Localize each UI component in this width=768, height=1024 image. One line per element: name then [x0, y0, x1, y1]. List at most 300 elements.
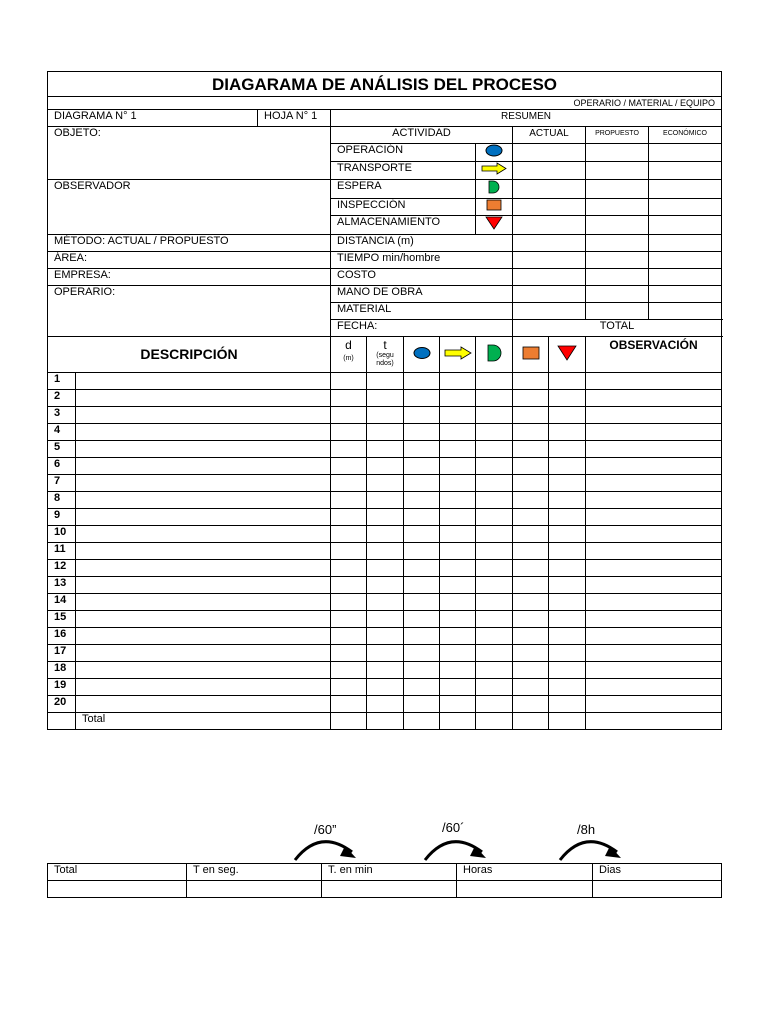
- step-cell[interactable]: [513, 407, 549, 424]
- table-row: [48, 543, 722, 560]
- observation-cell[interactable]: [586, 526, 722, 543]
- step-cell[interactable]: [367, 441, 404, 458]
- observation-cell[interactable]: [586, 424, 722, 441]
- summary-cell[interactable]: [586, 162, 649, 180]
- summary-cell[interactable]: [513, 303, 586, 320]
- table-row: [48, 441, 722, 458]
- observation-cell[interactable]: [586, 390, 722, 407]
- summary-cell[interactable]: [586, 269, 649, 286]
- observation-cell[interactable]: [586, 407, 722, 424]
- observation-cell[interactable]: [586, 662, 722, 679]
- step-cell[interactable]: [367, 696, 404, 713]
- operation-circle-icon: [476, 144, 513, 162]
- step-cell[interactable]: [440, 577, 476, 594]
- step-cell[interactable]: [476, 560, 513, 577]
- step-cell[interactable]: [476, 696, 513, 713]
- conversion-input-cell[interactable]: [322, 881, 457, 898]
- step-cell[interactable]: [404, 475, 440, 492]
- step-cell[interactable]: [440, 424, 476, 441]
- step-cell[interactable]: [476, 424, 513, 441]
- summary-cell[interactable]: [586, 180, 649, 199]
- step-cell[interactable]: [549, 662, 586, 679]
- distance-symbol: d: [345, 338, 352, 352]
- summary-cell[interactable]: [513, 199, 586, 216]
- step-cell[interactable]: [513, 441, 549, 458]
- total-cell[interactable]: [367, 713, 404, 730]
- table-row: [48, 611, 722, 628]
- step-cell[interactable]: [367, 458, 404, 475]
- summary-cell[interactable]: [649, 216, 722, 235]
- step-cell[interactable]: [476, 373, 513, 390]
- row-number: 4: [48, 424, 76, 441]
- summary-cell[interactable]: [513, 216, 586, 235]
- step-cell[interactable]: [440, 373, 476, 390]
- description-cell[interactable]: [76, 390, 331, 407]
- observador-field[interactable]: OBSERVADOR: [48, 180, 331, 235]
- step-cell[interactable]: [476, 645, 513, 662]
- step-cell[interactable]: [331, 679, 367, 696]
- step-cell[interactable]: [331, 441, 367, 458]
- step-cell[interactable]: [331, 543, 367, 560]
- description-cell[interactable]: [76, 662, 331, 679]
- summary-cell[interactable]: [586, 252, 649, 269]
- step-cell[interactable]: [513, 645, 549, 662]
- summary-cell[interactable]: [649, 269, 722, 286]
- step-cell[interactable]: [476, 458, 513, 475]
- step-cell[interactable]: [404, 390, 440, 407]
- step-cell[interactable]: [404, 560, 440, 577]
- step-cell[interactable]: [440, 475, 476, 492]
- step-cell[interactable]: [549, 526, 586, 543]
- step-cell[interactable]: [331, 577, 367, 594]
- step-cell[interactable]: [331, 458, 367, 475]
- summary-label-espera: ESPERA: [331, 180, 476, 199]
- step-cell[interactable]: [367, 560, 404, 577]
- row-number: 20: [48, 696, 76, 713]
- table-row: [48, 594, 722, 611]
- summary-label-mano-obra: MANO DE OBRA: [331, 286, 513, 303]
- row-number: 2: [48, 390, 76, 407]
- step-cell[interactable]: [331, 594, 367, 611]
- step-cell[interactable]: [549, 577, 586, 594]
- step-cell[interactable]: [367, 645, 404, 662]
- observation-cell[interactable]: [586, 611, 722, 628]
- observation-cell[interactable]: [586, 577, 722, 594]
- operario-field[interactable]: OPERARIO:: [48, 286, 331, 337]
- step-cell[interactable]: [404, 424, 440, 441]
- summary-cell[interactable]: [649, 144, 722, 162]
- step-cell[interactable]: [549, 492, 586, 509]
- step-cell[interactable]: [513, 475, 549, 492]
- step-cell[interactable]: [513, 543, 549, 560]
- step-cell[interactable]: [367, 407, 404, 424]
- form-subtitle: OPERARIO / MATERIAL / EQUIPO: [48, 97, 722, 110]
- step-cell[interactable]: [476, 594, 513, 611]
- area-field[interactable]: ÁREA:: [48, 252, 331, 269]
- description-cell[interactable]: [76, 679, 331, 696]
- conversion-arrow-icon: [420, 834, 490, 864]
- metodo-field[interactable]: MÉTODO: ACTUAL / PROPUESTO: [48, 235, 331, 252]
- step-cell[interactable]: [476, 407, 513, 424]
- step-cell[interactable]: [513, 560, 549, 577]
- step-cell[interactable]: [440, 509, 476, 526]
- summary-cell[interactable]: [649, 252, 722, 269]
- empresa-field[interactable]: EMPRESA:: [48, 269, 331, 286]
- total-label: Total: [76, 713, 331, 730]
- total-cell[interactable]: [331, 713, 367, 730]
- resumen-label: RESUMEN: [331, 110, 722, 127]
- time-unit-1: (segu: [376, 352, 394, 359]
- table-row: [48, 407, 722, 424]
- total-cell[interactable]: [549, 713, 586, 730]
- table-row: [48, 492, 722, 509]
- step-cell[interactable]: [549, 441, 586, 458]
- total-cell[interactable]: [586, 713, 722, 730]
- step-cell[interactable]: [549, 373, 586, 390]
- storage-triangle-icon: [549, 337, 586, 373]
- step-cell[interactable]: [513, 662, 549, 679]
- table-row: [48, 424, 722, 441]
- description-cell[interactable]: [76, 475, 331, 492]
- step-cell[interactable]: [331, 662, 367, 679]
- description-cell[interactable]: [76, 560, 331, 577]
- step-cell[interactable]: [513, 594, 549, 611]
- step-cell[interactable]: [440, 594, 476, 611]
- step-cell[interactable]: [549, 645, 586, 662]
- table-row: [48, 679, 722, 696]
- summary-cell[interactable]: [586, 235, 649, 252]
- step-cell[interactable]: [367, 628, 404, 645]
- row-number: 11: [48, 543, 76, 560]
- description-cell[interactable]: [76, 594, 331, 611]
- transport-arrow-icon: [476, 162, 513, 180]
- summary-cell[interactable]: [513, 162, 586, 180]
- description-cell[interactable]: [76, 577, 331, 594]
- description-cell[interactable]: [76, 526, 331, 543]
- observacion-header: OBSERVACIÓN: [586, 337, 722, 373]
- summary-label-costo: COSTO: [331, 269, 513, 286]
- description-cell[interactable]: [76, 373, 331, 390]
- step-cell[interactable]: [513, 526, 549, 543]
- step-cell[interactable]: [549, 424, 586, 441]
- step-cell[interactable]: [331, 628, 367, 645]
- total-number-cell: [48, 713, 76, 730]
- summary-cell[interactable]: [513, 252, 586, 269]
- summary-cell[interactable]: [649, 303, 722, 320]
- col-total: Total: [48, 864, 187, 881]
- summary-cell[interactable]: [586, 144, 649, 162]
- step-cell[interactable]: [331, 424, 367, 441]
- conversion-input-cell[interactable]: [187, 881, 322, 898]
- summary-cell[interactable]: [513, 144, 586, 162]
- row-number: 17: [48, 645, 76, 662]
- step-cell[interactable]: [476, 526, 513, 543]
- step-cell[interactable]: [549, 594, 586, 611]
- step-cell[interactable]: [404, 509, 440, 526]
- step-cell[interactable]: [476, 628, 513, 645]
- step-cell[interactable]: [404, 373, 440, 390]
- conversion-arrow-icon: [290, 834, 360, 864]
- storage-triangle-icon: [476, 216, 513, 235]
- step-cell[interactable]: [476, 543, 513, 560]
- summary-cell[interactable]: [513, 180, 586, 199]
- step-cell[interactable]: [404, 458, 440, 475]
- distance-header: [331, 337, 367, 373]
- step-cell[interactable]: [513, 492, 549, 509]
- step-cell[interactable]: [367, 424, 404, 441]
- summary-label-material: MATERIAL: [331, 303, 513, 320]
- table-row: [48, 373, 722, 390]
- description-cell[interactable]: [76, 645, 331, 662]
- total-cell[interactable]: [440, 713, 476, 730]
- summary-cell[interactable]: [586, 216, 649, 235]
- table-row: [48, 628, 722, 645]
- step-cell[interactable]: [549, 543, 586, 560]
- description-cell[interactable]: [76, 543, 331, 560]
- step-cell[interactable]: [476, 475, 513, 492]
- step-cell[interactable]: [513, 424, 549, 441]
- step-cell[interactable]: [331, 509, 367, 526]
- observation-cell[interactable]: [586, 645, 722, 662]
- step-cell[interactable]: [404, 526, 440, 543]
- step-cell[interactable]: [404, 594, 440, 611]
- operation-circle-icon: [404, 337, 440, 373]
- step-cell[interactable]: [367, 594, 404, 611]
- step-cell[interactable]: [331, 492, 367, 509]
- description-cell[interactable]: [76, 441, 331, 458]
- step-cell[interactable]: [549, 407, 586, 424]
- description-cell[interactable]: [76, 509, 331, 526]
- step-cell[interactable]: [331, 526, 367, 543]
- step-cell[interactable]: [367, 509, 404, 526]
- observation-cell[interactable]: [586, 509, 722, 526]
- conversion-label-hours: /8h: [577, 822, 596, 837]
- step-cell[interactable]: [549, 696, 586, 713]
- summary-cell[interactable]: [513, 286, 586, 303]
- step-cell[interactable]: [440, 628, 476, 645]
- wait-d-icon: [476, 180, 513, 199]
- row-number: 7: [48, 475, 76, 492]
- row-number: 14: [48, 594, 76, 611]
- step-cell[interactable]: [440, 611, 476, 628]
- step-cell[interactable]: [331, 696, 367, 713]
- step-cell[interactable]: [440, 441, 476, 458]
- summary-cell[interactable]: [513, 269, 586, 286]
- conversion-input-cell[interactable]: [593, 881, 722, 898]
- inspection-square-icon: [513, 337, 549, 373]
- description-cell[interactable]: [76, 458, 331, 475]
- summary-cell[interactable]: [586, 303, 649, 320]
- step-cell[interactable]: [476, 662, 513, 679]
- summary-label-inspeccion: INSPECCIÓN: [331, 199, 476, 216]
- summary-label-operacion: OPERACIÓN: [331, 144, 476, 162]
- step-cell[interactable]: [404, 645, 440, 662]
- row-number: 15: [48, 611, 76, 628]
- step-cell[interactable]: [549, 475, 586, 492]
- step-cell[interactable]: [476, 611, 513, 628]
- conversion-arrow-icon: [555, 834, 625, 864]
- step-cell[interactable]: [549, 509, 586, 526]
- step-cell[interactable]: [549, 390, 586, 407]
- step-cell[interactable]: [440, 645, 476, 662]
- total-cell[interactable]: [513, 713, 549, 730]
- step-cell[interactable]: [513, 679, 549, 696]
- summary-cell[interactable]: [649, 162, 722, 180]
- step-cell[interactable]: [404, 577, 440, 594]
- step-cell[interactable]: [476, 509, 513, 526]
- step-cell[interactable]: [513, 509, 549, 526]
- row-number: 13: [48, 577, 76, 594]
- total-cell[interactable]: [476, 713, 513, 730]
- step-cell[interactable]: [476, 441, 513, 458]
- description-cell[interactable]: [76, 424, 331, 441]
- observation-cell[interactable]: [586, 441, 722, 458]
- step-cell[interactable]: [367, 373, 404, 390]
- step-cell[interactable]: [440, 407, 476, 424]
- table-row: [48, 509, 722, 526]
- row-number: 18: [48, 662, 76, 679]
- step-cell[interactable]: [367, 390, 404, 407]
- observation-cell[interactable]: [586, 373, 722, 390]
- step-cell[interactable]: [513, 373, 549, 390]
- step-cell[interactable]: [513, 696, 549, 713]
- summary-cell[interactable]: [649, 286, 722, 303]
- step-cell[interactable]: [331, 407, 367, 424]
- objeto-field[interactable]: OBJETO:: [48, 127, 331, 180]
- step-cell[interactable]: [331, 390, 367, 407]
- step-cell[interactable]: [440, 662, 476, 679]
- step-cell[interactable]: [331, 645, 367, 662]
- step-cell[interactable]: [331, 373, 367, 390]
- table-row: [48, 390, 722, 407]
- step-cell[interactable]: [513, 458, 549, 475]
- step-cell[interactable]: [440, 543, 476, 560]
- step-cell[interactable]: [367, 577, 404, 594]
- step-cell[interactable]: [549, 458, 586, 475]
- step-cell[interactable]: [331, 475, 367, 492]
- step-cell[interactable]: [367, 492, 404, 509]
- step-cell[interactable]: [549, 679, 586, 696]
- step-cell[interactable]: [440, 458, 476, 475]
- observation-cell[interactable]: [586, 492, 722, 509]
- description-cell[interactable]: [76, 611, 331, 628]
- step-cell[interactable]: [513, 628, 549, 645]
- summary-cell[interactable]: [649, 235, 722, 252]
- step-cell[interactable]: [440, 560, 476, 577]
- step-cell[interactable]: [440, 526, 476, 543]
- description-cell[interactable]: [76, 492, 331, 509]
- diagrama-number[interactable]: DIAGRAMA N° 1: [48, 110, 258, 127]
- description-cell[interactable]: [76, 628, 331, 645]
- time-unit-2: ndos): [376, 360, 394, 367]
- step-cell[interactable]: [404, 611, 440, 628]
- total-cell[interactable]: [404, 713, 440, 730]
- row-number: 5: [48, 441, 76, 458]
- observation-cell[interactable]: [586, 628, 722, 645]
- summary-label-tiempo: TIEMPO min/hombre: [331, 252, 513, 269]
- row-number: 6: [48, 458, 76, 475]
- observation-cell[interactable]: [586, 560, 722, 577]
- propuesto-label: PROPUESTO: [586, 127, 649, 144]
- step-cell[interactable]: [367, 475, 404, 492]
- time-conversion-table: [47, 863, 721, 898]
- wait-d-icon: [476, 337, 513, 373]
- step-cell[interactable]: [404, 662, 440, 679]
- row-number: 19: [48, 679, 76, 696]
- table-row: [48, 696, 722, 713]
- step-cell[interactable]: [440, 696, 476, 713]
- observation-cell[interactable]: [586, 458, 722, 475]
- step-cell[interactable]: [476, 577, 513, 594]
- step-cell[interactable]: [549, 611, 586, 628]
- observation-cell[interactable]: [586, 679, 722, 696]
- step-cell[interactable]: [404, 407, 440, 424]
- step-cell[interactable]: [404, 492, 440, 509]
- hoja-number[interactable]: HOJA N° 1: [258, 110, 331, 127]
- col-t-min: T. en min: [322, 864, 457, 881]
- summary-cell[interactable]: [586, 286, 649, 303]
- step-cell[interactable]: [404, 679, 440, 696]
- step-cell[interactable]: [404, 441, 440, 458]
- step-cell[interactable]: [331, 611, 367, 628]
- step-cell[interactable]: [549, 628, 586, 645]
- step-cell[interactable]: [476, 679, 513, 696]
- observation-cell[interactable]: [586, 594, 722, 611]
- conversion-input-cell[interactable]: [457, 881, 593, 898]
- conversion-label-seconds: /60”: [314, 822, 337, 837]
- conversion-input-cell[interactable]: [48, 881, 187, 898]
- observation-cell[interactable]: [586, 475, 722, 492]
- economico-label: ECONÓMICO: [649, 127, 722, 144]
- summary-label-distancia: DISTANCIA (m): [331, 235, 513, 252]
- step-cell[interactable]: [367, 662, 404, 679]
- fecha-field[interactable]: FECHA:: [331, 320, 513, 337]
- description-cell[interactable]: [76, 696, 331, 713]
- step-cell[interactable]: [367, 526, 404, 543]
- observation-cell[interactable]: [586, 543, 722, 560]
- table-row: [48, 645, 722, 662]
- step-cell[interactable]: [367, 543, 404, 560]
- distance-unit: (m): [343, 355, 354, 362]
- step-cell[interactable]: [513, 390, 549, 407]
- process-analysis-form: [47, 71, 721, 730]
- table-row: [48, 475, 722, 492]
- step-cell[interactable]: [440, 492, 476, 509]
- table-row: [48, 560, 722, 577]
- step-cell[interactable]: [331, 560, 367, 577]
- step-cell[interactable]: [513, 577, 549, 594]
- step-cell[interactable]: [440, 679, 476, 696]
- step-cell[interactable]: [476, 492, 513, 509]
- header-table: [47, 71, 722, 337]
- step-cell[interactable]: [549, 560, 586, 577]
- step-cell[interactable]: [476, 390, 513, 407]
- summary-cell[interactable]: [513, 235, 586, 252]
- summary-cell[interactable]: [649, 199, 722, 216]
- summary-cell[interactable]: [649, 180, 722, 199]
- description-cell[interactable]: [76, 407, 331, 424]
- step-cell[interactable]: [367, 611, 404, 628]
- step-cell[interactable]: [440, 390, 476, 407]
- step-cell[interactable]: [513, 611, 549, 628]
- summary-cell[interactable]: [586, 199, 649, 216]
- step-cell[interactable]: [404, 628, 440, 645]
- observation-cell[interactable]: [586, 696, 722, 713]
- step-cell[interactable]: [404, 696, 440, 713]
- step-cell[interactable]: [367, 679, 404, 696]
- inspection-square-icon: [476, 199, 513, 216]
- step-cell[interactable]: [404, 543, 440, 560]
